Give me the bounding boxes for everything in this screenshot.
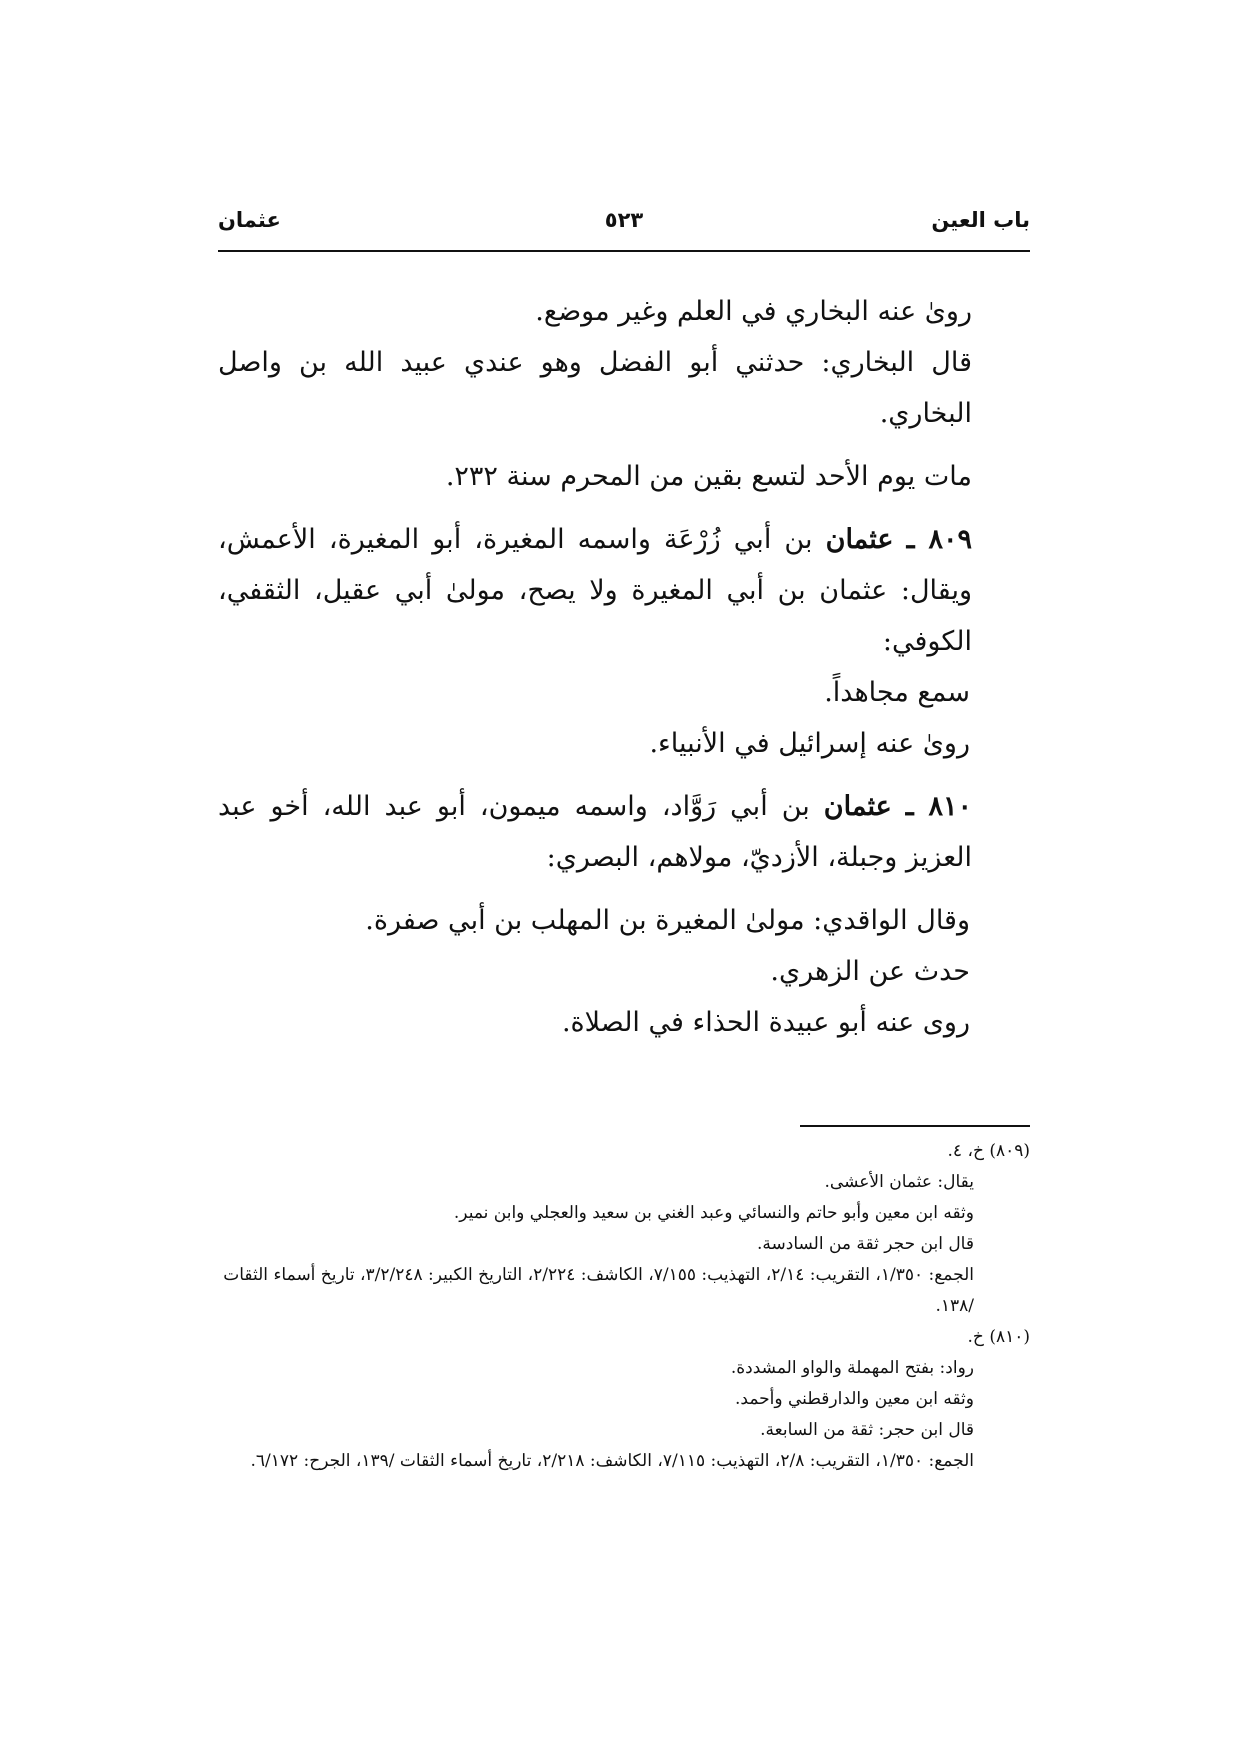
footnote-divider xyxy=(800,1125,1030,1127)
body-line: رویٰ عنه إسرائيل في الأنبياء. xyxy=(649,728,970,759)
body-line: حدث عن الزهري. xyxy=(770,956,970,987)
header-divider xyxy=(218,250,1030,252)
body-line: رویٰ عنه البخاري في العلم وغير موضع. xyxy=(535,296,972,327)
footnotes xyxy=(218,1136,1030,1477)
entry-number: ٨١٠ ـ xyxy=(905,791,972,822)
entry-name: عثمان xyxy=(825,524,894,555)
body-line: مات يوم الأحد لتسع بقين من المحرم سنة ٢٣٢. xyxy=(445,461,972,492)
entry-810 xyxy=(218,781,1030,883)
footnote-line: قال ابن حجر: ثقة من السابعة. xyxy=(760,1420,974,1440)
body-line: وقال الواقدي: مولىٰ المغيرة بن المهلب بن أبي صفرة. xyxy=(365,905,970,936)
entry-number: ٨٠٩ ـ xyxy=(906,524,972,555)
body-line: روى عنه أبو عبيدة الحذاء في الصلاة. xyxy=(561,1007,970,1038)
page-number: ٥٢٣ xyxy=(604,208,644,232)
header-chapter-title: باب العين xyxy=(931,208,1030,232)
main-text xyxy=(218,286,1030,1048)
footnote-line: وثقه ابن معين وأبو حاتم والنسائي وعبد الغني بن سعيد والعجلي وابن نمير. xyxy=(453,1203,974,1223)
footnote-tag: (٨١٠) خ. xyxy=(967,1327,1030,1347)
entry-text: بن أبي رَوَّاد، واسمه ميمون، أبو عبد الله، أخو عبد العزيز وجبلة، الأزديّ، مولاهم، البصري: xyxy=(218,791,972,873)
entry-text: بن أبي زُرْعَة واسمه المغيرة، أبو المغيرة، الأعمش، ويقال: عثمان بن أبي المغيرة ولا يصح، مولىٰ أبي عقيل، الثقفي، الكوفي: xyxy=(218,524,972,657)
footnote-line: وثقه ابن معين والدارقطني وأحمد. xyxy=(735,1389,974,1409)
running-header xyxy=(218,208,1030,244)
footnote-tag: (٨٠٩) خ، ٤. xyxy=(947,1141,1030,1161)
footnote-line: الجمع: ١/٣٥٠، التقريب: ٢/٨، التهذيب: ٧/١١٥، الكاشف: ٢/٢١٨، تاريخ أسماء الثقات /١٣٩، الجرح: ٦/١٧٢. xyxy=(250,1451,974,1471)
body-line: سمع مجاهداً. xyxy=(824,677,970,708)
footnote-line: رواد: بفتح المهملة والواو المشددة. xyxy=(730,1358,974,1378)
entry-809 xyxy=(218,514,1030,667)
body-line: قال البخاري: حدثني أبو الفضل وهو عندي عبيد الله بن واصل البخاري. xyxy=(218,347,972,429)
footnote-line: يقال: عثمان الأعشى. xyxy=(824,1172,974,1192)
footnote-line: قال ابن حجر ثقة من السادسة. xyxy=(756,1234,974,1254)
header-entry-name: عثمان xyxy=(218,208,281,232)
footnote-line: الجمع: ١/٣٥٠، التقريب: ٢/١٤، التهذيب: ٧/١٥٥، الكاشف: ٢/٢٢٤، التاريخ الكبير: ٣/٢/٢٤٨، تاريخ أسماء الثقات /١٣٨. xyxy=(223,1265,974,1316)
entry-name: عثمان xyxy=(823,791,892,822)
